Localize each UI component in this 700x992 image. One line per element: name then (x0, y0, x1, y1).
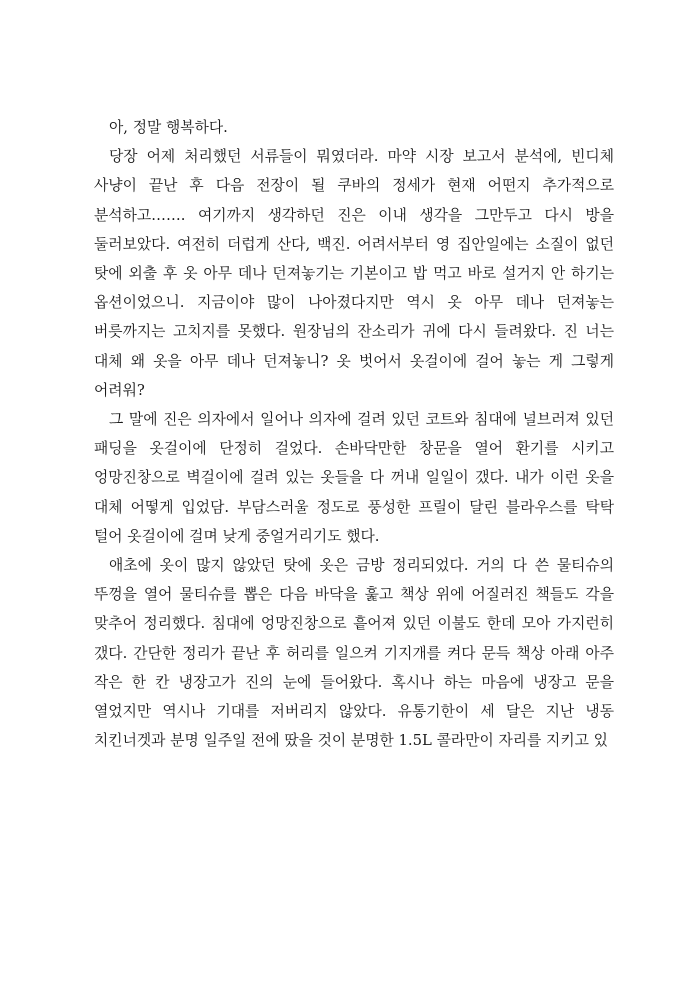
paragraph-2: 당장 어제 처리했던 서류들이 뭐였더라. 마약 시장 보고서 분석에, 빈디체 사냥이 끝난 후 다음 전장이 될 쿠바의 정세가 현재 어떤지 추가적으로 분석하고……. 여기까지 생각하던 진은 이내 생각을 그만두고 다시 방을 둘러보았다. 여전히 더럽게 산다, 백진. 어려서부터 영 집안일에는 소질이 없던 탓에 외출 후 옷 아무 데나 던져놓기는 기본이고 밥 먹고 바로 설거지 안 하기는 옵션이었으니. 지금이야 많이 나아졌다지만 역시 옷 아무 데나 던져놓는 버릇까지는 고치지를 못했다. 원장님의 잔소리가 귀에 다시 들려왔다. 진 너는 대체 왜 옷을 아무 데나 던져놓니? 옷 벗어서 옷걸이에 걸어 놓는 게 그렇게 어려워? (94, 148, 614, 399)
paragraph-1: 아, 정말 행복하다. (109, 119, 228, 136)
paragraph-3: 그 말에 진은 의자에서 일어나 의자에 걸려 있던 코트와 침대에 널브러져 있던 패딩을 옷걸이에 단정히 걸었다. 손바닥만한 창문을 열어 환기를 시키고 엉망진창으로 벽걸이에 걸려 있는 옷들을 다 꺼내 일일이 갰다. 내가 이런 옷을 대체 어떻게 입었담. 부담스러울 정도로 풍성한 프릴이 달린 블라우스를 탁탁 털어 옷걸이에 걸며 낮게 중얼거리기도 했다. (94, 411, 614, 545)
body-text (94, 113, 614, 755)
paragraph-4: 애초에 옷이 많지 않았던 탓에 옷은 금방 정리되었다. 거의 다 쓴 물티슈의 뚜껑을 열어 물티슈를 뽑은 다음 바닥을 훑고 책상 위에 어질러진 책들도 각을 맞추어 정리했다. 침대에 엉망진창으로 흩어져 있던 이불도 한데 모아 가지런히 갰다. 간단한 정리가 끝난 후 허리를 일으켜 기지개를 켜다 문득 책상 아래 아주 작은 한 칸 냉장고가 진의 눈에 들어왔다. 혹시나 하는 마음에 냉장고 문을 열었지만 역시나 기대를 저버리지 않았다. 유통기한이 세 달은 지난 냉동 치킨너겟과 분명 일주일 전에 땄을 것이 분명한 1.5L 콜라만이 자리를 지키고 있 (94, 557, 614, 750)
